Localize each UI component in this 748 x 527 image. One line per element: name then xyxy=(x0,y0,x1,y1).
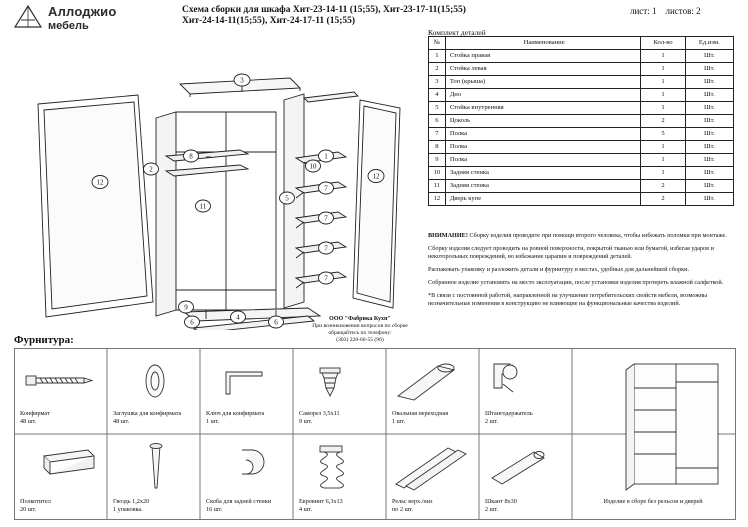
cell-number: 4 xyxy=(429,89,446,102)
hardware-name: Гвоздь 1,2х20 xyxy=(113,498,150,505)
company-line2: При возникновении вопросов по сборке xyxy=(312,323,408,329)
brand-logo-icon xyxy=(14,5,42,29)
hardware-qty: 4 шт. xyxy=(299,505,313,513)
svg-text:12: 12 xyxy=(96,178,104,187)
hex-key-icon xyxy=(226,372,262,394)
cell-unit: Шт. xyxy=(685,89,733,102)
sheets-value: 2 xyxy=(696,6,701,16)
balloon-6-left xyxy=(185,316,200,328)
balloon-12-right xyxy=(368,170,384,183)
sheet-value: 1 xyxy=(652,6,657,16)
col-qty: Кол-во xyxy=(641,37,685,50)
hardware-name: Изделие в сборе без рельсов и дверей xyxy=(603,498,703,505)
table-row xyxy=(429,89,734,102)
note-4: *В связи с постоянной работой, направленной на улучшение потребительских свойств мебели, возможны незначительные изменения в конструкцию не влияющие на функциональные качества изделий. xyxy=(428,292,708,307)
hardware-qty: 20 шт. xyxy=(20,505,37,513)
notes-block xyxy=(428,232,734,313)
cell-name: Топ (крыша) xyxy=(445,76,641,89)
oval-tube-icon xyxy=(398,364,454,400)
cell-qty: 1 xyxy=(641,63,685,76)
cell-name: Полка xyxy=(445,141,641,154)
hardware-section-title: Фурнитура: xyxy=(14,334,74,346)
warning-text: Сборку изделия проводите при помощи второго человека, чтобы избежать поломки при монтаже. xyxy=(469,232,727,239)
balloon-3 xyxy=(234,74,250,86)
hardware-caption-5 xyxy=(485,410,571,425)
cell-number: 7 xyxy=(429,128,446,141)
cell-name: Цоколь xyxy=(445,115,641,128)
rail-icon xyxy=(396,448,466,490)
table-row xyxy=(429,180,734,193)
table-row xyxy=(429,167,734,180)
svg-text:8: 8 xyxy=(189,152,193,161)
cell-unit: Шт. xyxy=(685,180,733,193)
svg-text:4: 4 xyxy=(236,313,240,322)
hardware-name: Заглушка для конфирмата xyxy=(113,410,182,417)
hardware-qty: 2 шт. xyxy=(485,505,499,513)
balloon-9 xyxy=(179,301,194,313)
dowel-icon xyxy=(492,452,544,485)
cell-unit: Шт. xyxy=(685,154,733,167)
eurobolt-icon xyxy=(320,446,343,488)
cell-number: 3 xyxy=(429,76,446,89)
cell-number: 9 xyxy=(429,154,446,167)
cell-number: 5 xyxy=(429,102,446,115)
cell-number: 12 xyxy=(429,193,446,206)
hardware-caption-4 xyxy=(392,410,478,425)
sheet-label: лист: xyxy=(630,6,650,16)
svg-text:7: 7 xyxy=(324,184,328,193)
col-unit: Ед.изм. xyxy=(685,37,733,50)
cell-qty: 2 xyxy=(641,115,685,128)
note-2: Распаковать упаковку и разложить детали и фурнитуру в местах, удобных для дальнейшей сборки. xyxy=(428,266,690,273)
table-header-row xyxy=(429,37,734,50)
parts-table xyxy=(428,36,734,206)
balloon-6-right xyxy=(269,316,284,328)
hardware-qty: 16 шт. xyxy=(206,505,223,513)
cell-number: 6 xyxy=(429,115,446,128)
balloon-4 xyxy=(231,311,246,323)
cell-qty: 1 xyxy=(641,102,685,115)
brand-name: Аллоджио xyxy=(48,4,117,19)
hardware-caption-2 xyxy=(206,410,292,425)
brand-text xyxy=(48,4,117,32)
cell-unit: Шт. xyxy=(685,128,733,141)
cell-unit: Шт. xyxy=(685,193,733,206)
table-row xyxy=(429,50,734,63)
rod-holder-icon xyxy=(494,364,517,392)
svg-text:7: 7 xyxy=(324,244,328,253)
cell-name: Стойка внутренняя xyxy=(445,102,641,115)
svg-text:2: 2 xyxy=(149,165,153,174)
company-phone: (303) 220-60-55 (96) xyxy=(336,337,384,343)
cell-number: 11 xyxy=(429,180,446,193)
hardware-caption-7 xyxy=(113,498,199,513)
sheets-label: листов: xyxy=(665,6,694,16)
note-1: Сборку изделия следует проводить на ровной поверхности, покрытой тканью или бумагой, избегая ударов и некоторольных повреждений, во избежание царапин и повреждений деталей. xyxy=(428,245,714,260)
hardware-qty: 48 шт. xyxy=(20,417,37,425)
svg-text:7: 7 xyxy=(324,214,328,223)
table-row xyxy=(429,154,734,167)
col-number: № xyxy=(429,37,446,50)
page-header xyxy=(0,0,748,36)
hardware-caption-6 xyxy=(20,498,106,513)
warning-paragraph xyxy=(428,232,734,240)
bracket-icon xyxy=(242,450,264,474)
sheet-info xyxy=(630,6,701,16)
hardware-caption-11 xyxy=(485,498,571,513)
balloon-8 xyxy=(184,150,199,162)
table-row xyxy=(429,128,734,141)
svg-text:10: 10 xyxy=(309,162,317,171)
svg-text:6: 6 xyxy=(274,318,278,327)
balloon-12-left xyxy=(92,176,108,189)
warning-title: ВНИМАНИЕ! xyxy=(428,232,468,239)
svg-text:7: 7 xyxy=(324,274,328,283)
hardware-qty: 1 шт. xyxy=(206,417,220,425)
table-row xyxy=(429,193,734,206)
note-3: Собранное изделие установить на место эксплуатации, после установки изделия протереть влажной салфеткой. xyxy=(428,279,724,286)
hardware-name: Ключ для конфирмата xyxy=(206,410,265,417)
company-name: ООО "Фабрика Кухн" xyxy=(329,316,391,322)
hardware-qty: 9 шт. xyxy=(299,417,313,425)
hardware-qty: 48 шт. xyxy=(113,417,130,425)
hardware-name: Штангодержатель xyxy=(485,410,533,417)
shelf-support-icon xyxy=(44,450,94,474)
hardware-name: Саморез 3,5х11 xyxy=(299,410,340,417)
cell-number: 8 xyxy=(429,141,446,154)
hardware-caption-0 xyxy=(20,410,106,425)
hardware-qty: 1 шт. xyxy=(392,417,406,425)
balloon-10 xyxy=(306,160,321,172)
svg-text:5: 5 xyxy=(285,194,289,203)
nail-icon xyxy=(150,444,162,489)
balloon-11 xyxy=(196,200,211,212)
cell-unit: Шт. xyxy=(685,115,733,128)
balloon-7-b xyxy=(319,212,334,224)
company-line3: обращайтесь по телефону: xyxy=(328,330,392,336)
table-row xyxy=(429,63,734,76)
exploded-assembly-drawing xyxy=(8,40,420,330)
cell-unit: Шт. xyxy=(685,63,733,76)
cell-qty: 5 xyxy=(641,128,685,141)
company-block xyxy=(300,316,420,344)
table-row xyxy=(429,115,734,128)
cap-icon xyxy=(146,365,164,397)
cell-qty: 1 xyxy=(641,154,685,167)
cell-name: Полка xyxy=(445,128,641,141)
hardware-name: Шкант 8х30 xyxy=(485,498,517,505)
cell-unit: Шт. xyxy=(685,167,733,180)
cell-name: Задняя стенка xyxy=(445,180,641,193)
self-tapping-screw-icon xyxy=(320,368,340,396)
cell-name: Задняя стенка xyxy=(445,167,641,180)
cell-number: 1 xyxy=(429,50,446,63)
cell-qty: 2 xyxy=(641,180,685,193)
document-title xyxy=(182,5,622,27)
assembled-unit-icon xyxy=(626,364,718,490)
hardware-caption-1 xyxy=(113,410,199,425)
hardware-qty: 1 упаковка. xyxy=(113,505,143,513)
table-row xyxy=(429,76,734,89)
svg-text:12: 12 xyxy=(372,172,380,181)
hardware-caption-10 xyxy=(392,498,478,513)
hardware-caption-8 xyxy=(206,498,292,513)
balloon-2 xyxy=(144,163,159,175)
parts-table-caption: Комплект деталей xyxy=(428,28,486,37)
hardware-name: Конфирмат xyxy=(20,410,50,417)
hardware-name: Овальная переходная xyxy=(392,410,449,417)
hardware-grid xyxy=(14,348,736,520)
balloon-7-c xyxy=(319,242,334,254)
cell-unit: Шт. xyxy=(685,50,733,63)
cell-name: Стойка левая xyxy=(445,63,641,76)
table-row xyxy=(429,141,734,154)
screw-confirmat-icon xyxy=(26,376,92,385)
cell-qty: 1 xyxy=(641,141,685,154)
cell-unit: Шт. xyxy=(685,141,733,154)
cell-number: 10 xyxy=(429,167,446,180)
cell-name: Полка xyxy=(445,154,641,167)
balloon-1 xyxy=(319,150,334,162)
table-row xyxy=(429,102,734,115)
balloon-7-d xyxy=(319,272,334,284)
svg-text:1: 1 xyxy=(324,152,328,161)
hardware-name: Скоба для задней стенки xyxy=(206,498,272,505)
cell-qty: 1 xyxy=(641,89,685,102)
svg-text:11: 11 xyxy=(199,202,207,211)
cell-qty: 1 xyxy=(641,76,685,89)
svg-text:6: 6 xyxy=(190,318,194,327)
hardware-qty: по 2 шт. xyxy=(392,505,414,513)
cell-qty: 1 xyxy=(641,167,685,180)
balloon-7-a xyxy=(319,182,334,194)
svg-text:3: 3 xyxy=(240,76,244,85)
cell-qty: 2 xyxy=(641,193,685,206)
brand-subtitle: мебель xyxy=(48,20,89,32)
cell-unit: Шт. xyxy=(685,76,733,89)
cell-qty: 1 xyxy=(641,50,685,63)
hardware-caption-3 xyxy=(299,410,385,425)
balloon-5 xyxy=(280,192,295,204)
cell-name: Стойка правая xyxy=(445,50,641,63)
hardware-caption-9 xyxy=(299,498,385,513)
cell-name: Дверь купе xyxy=(445,193,641,206)
cell-number: 2 xyxy=(429,63,446,76)
hardware-name: Полкотител xyxy=(20,498,51,505)
svg-text:9: 9 xyxy=(184,303,188,312)
document-title-line1: Схема сборки для шкафа Хит-23-14-11 (15;55), Хит-23-17-11(15;55) xyxy=(182,5,466,15)
col-name: Наименование xyxy=(445,37,641,50)
hardware-caption-12 xyxy=(578,498,728,506)
cell-name: Дно xyxy=(445,89,641,102)
cell-unit: Шт. xyxy=(685,102,733,115)
document-title-line2: Хит-24-14-11(15;55), Хит-24-17-11 (15;55) xyxy=(182,16,356,26)
hardware-qty: 2 шт. xyxy=(485,417,499,425)
hardware-name: Рельс верх./низ xyxy=(392,498,433,505)
hardware-name: Евровинт 6,3х13 xyxy=(299,498,343,505)
